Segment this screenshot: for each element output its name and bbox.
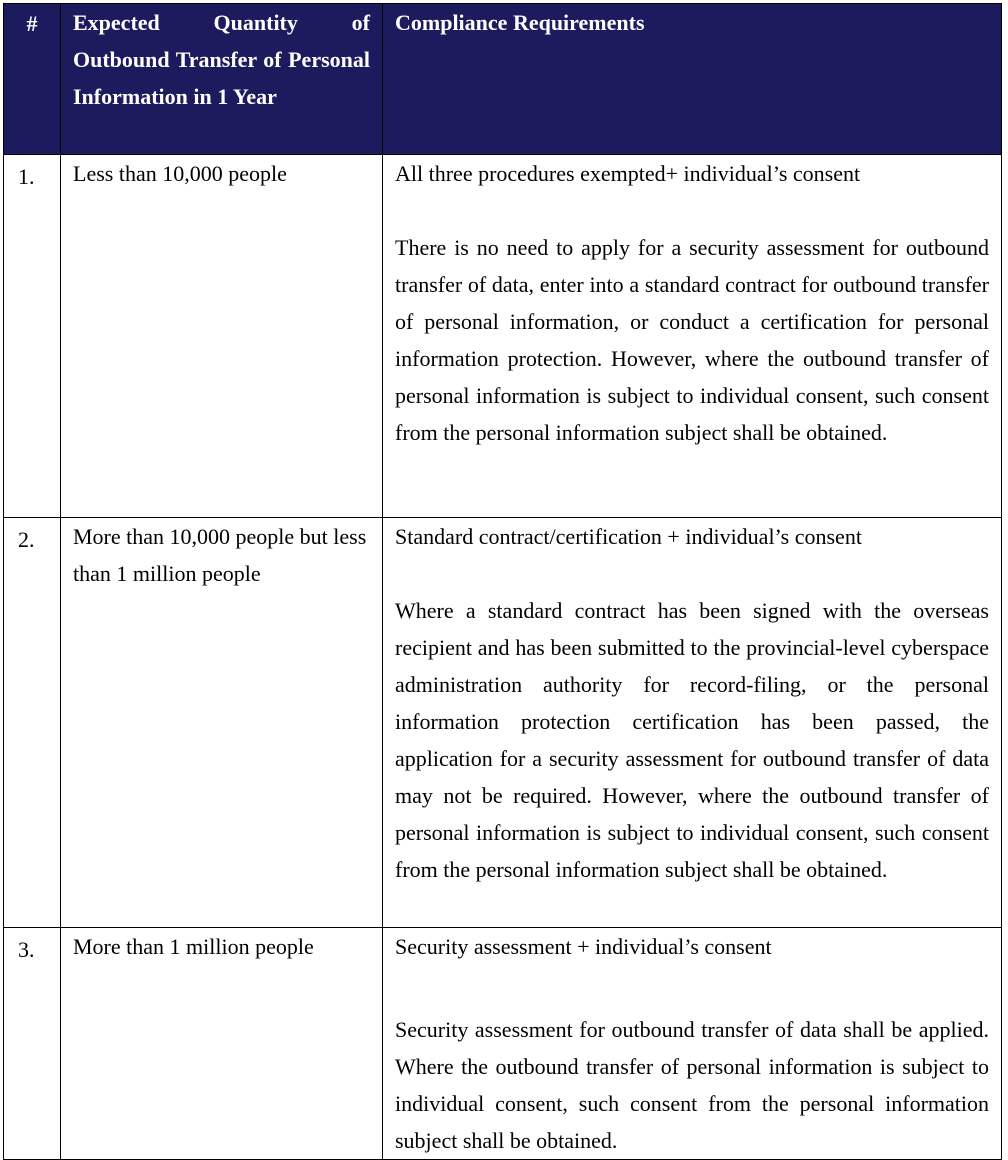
row-quantity: More than 1 million people bbox=[61, 928, 383, 1160]
row-requirements bbox=[383, 518, 1002, 928]
requirement-detail: Security assessment for outbound transfer of data shall be applied. Where the outbound transfer of personal information is subject to individual consent, such consent from the personal information subject shall be obtained. bbox=[395, 1017, 989, 1153]
requirement-detail: There is no need to apply for a security assessment for outbound transfer of data, enter into a standard contract for outbound transfer of personal information, or conduct a certification for personal information protection. However, where the outbound transfer of personal information is subject to individual consent, such consent from the personal information subject shall be obtained. bbox=[395, 235, 989, 445]
row-number: 3. bbox=[4, 928, 61, 1160]
table-header bbox=[4, 4, 1002, 155]
requirement-summary: All three procedures exempted+ individual’s consent bbox=[395, 161, 861, 186]
header-quantity: Expected Quantity of Outbound Transfer of Personal Information in 1 Year bbox=[61, 4, 383, 155]
row-quantity: More than 10,000 people but less than 1 million people bbox=[61, 518, 383, 928]
compliance-table bbox=[3, 3, 1002, 1160]
table-row bbox=[4, 155, 1002, 518]
row-number: 2. bbox=[4, 518, 61, 928]
header-number: # bbox=[4, 4, 61, 155]
row-number: 1. bbox=[4, 155, 61, 518]
row-requirements bbox=[383, 155, 1002, 518]
requirement-summary: Standard contract/certification + individual’s consent bbox=[395, 524, 862, 549]
table-row bbox=[4, 518, 1002, 928]
table-body bbox=[4, 155, 1002, 1160]
row-requirements bbox=[383, 928, 1002, 1160]
requirement-detail: Where a standard contract has been signed with the overseas recipient and has been submitted to the provincial-level cyberspace administration authority for record-filing, or the personal information protection certification has been passed, the application for a security assessment for outbound transfer of data may not be required. However, where the outbound transfer of personal information is subject to individual consent, such consent from the personal information subject shall be obtained. bbox=[395, 598, 989, 882]
header-requirements: Compliance Requirements bbox=[383, 4, 1002, 155]
requirement-summary: Security assessment + individual’s consent bbox=[395, 934, 772, 959]
table-row bbox=[4, 928, 1002, 1160]
header-row bbox=[4, 4, 1002, 155]
row-quantity: Less than 10,000 people bbox=[61, 155, 383, 518]
